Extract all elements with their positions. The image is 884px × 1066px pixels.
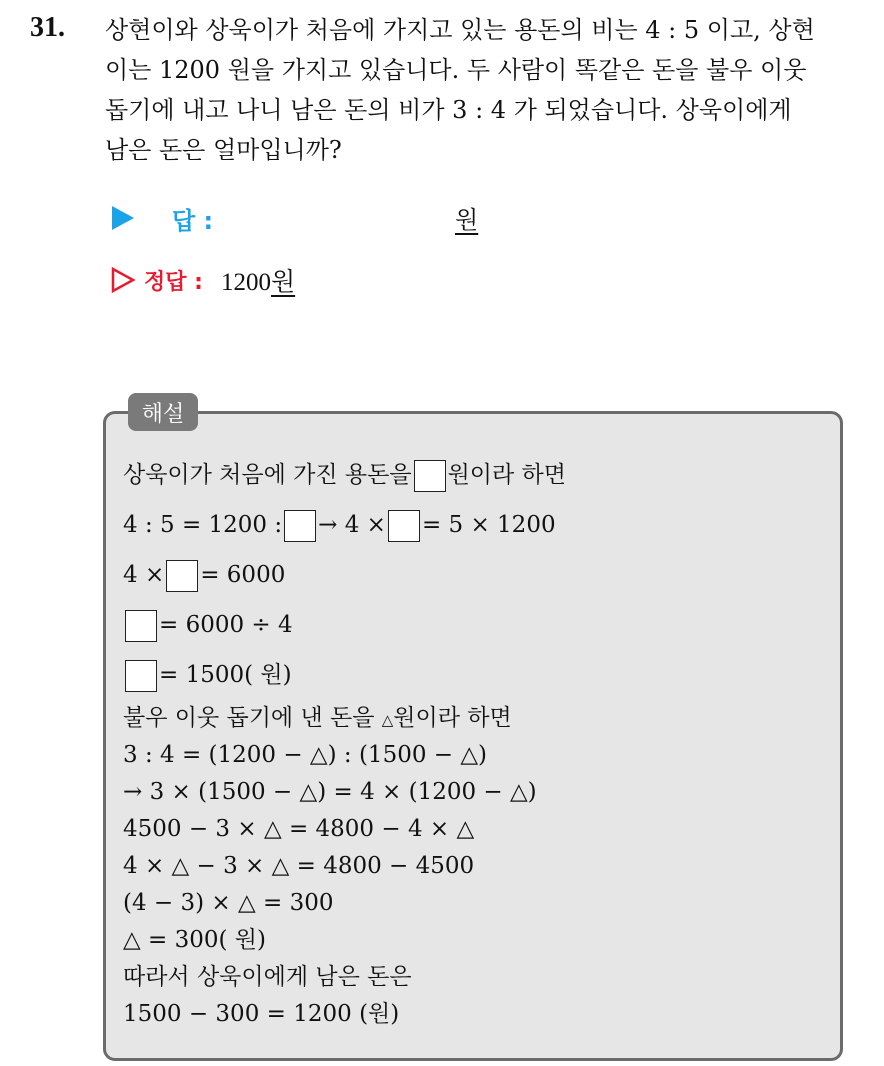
solution-tag: 해설 <box>128 393 198 431</box>
solution-line: (4 − 3) × △ = 300 <box>123 890 334 916</box>
question-line: 상현이와 상욱이가 처음에 가지고 있는 용돈의 비는 4 : 5 이고, 상현 <box>105 16 815 44</box>
blank-box <box>414 460 446 492</box>
question-text <box>105 10 875 170</box>
solution-line: 4 × △ − 3 × △ = 4800 − 4500 <box>123 853 475 879</box>
solution-line: 불우 이웃 돕기에 낸 돈을 △원이라 하면 <box>123 705 512 731</box>
solution-line: = 1500( 원) <box>123 650 566 700</box>
answer-label: 답 : <box>172 206 214 235</box>
correct-answer-label: 정답 : <box>144 269 203 295</box>
correct-answer-unit: 원 <box>270 269 296 296</box>
solution-lines <box>123 450 566 1033</box>
solution-line: 4500 − 3 × △ = 4800 − 4 × △ <box>123 816 475 842</box>
solution-line: △ = 300( 원) <box>123 927 266 953</box>
answer-row <box>112 198 213 238</box>
question-line: 남은 돈은 얼마입니까? <box>105 136 342 164</box>
solution-line: 상욱이가 처음에 가진 용돈을 원이라 하면 <box>123 450 566 500</box>
solution-line: 1500 − 300 = 1200 (원) <box>123 1001 400 1027</box>
blank-box <box>284 510 316 542</box>
question-line: 돕기에 내고 나니 남은 돈의 비가 3 : 4 가 되었습니다. 상욱이에게 <box>105 96 792 124</box>
answer-unit: 원 <box>455 206 479 234</box>
blank-box <box>388 510 420 542</box>
correct-answer-value: 1200원 <box>220 269 296 296</box>
solution-line: 4 × = 6000 <box>123 550 566 600</box>
question-line: 이는 1200 원을 가지고 있습니다. 두 사람이 똑같은 돈을 불우 이웃 <box>105 56 807 84</box>
play-triangle-icon <box>112 206 134 230</box>
solution-line: → 3 × (1500 − △) = 4 × (1200 − △) <box>123 779 537 805</box>
blank-box <box>125 660 157 692</box>
blank-box <box>166 560 198 592</box>
solution-line: 3 : 4 = (1200 − △) : (1500 − △) <box>123 742 488 768</box>
correct-answer-row <box>110 262 295 298</box>
solution-line: = 6000 ÷ 4 <box>123 600 566 650</box>
outline-triangle-icon <box>110 266 136 294</box>
solution-line: 따라서 상욱이에게 남은 돈은 <box>123 964 412 990</box>
solution-line: 4 : 5 = 1200 : → 4 × = 5 × 1200 <box>123 500 566 550</box>
question-number: 31. <box>30 12 65 43</box>
blank-box <box>125 610 157 642</box>
